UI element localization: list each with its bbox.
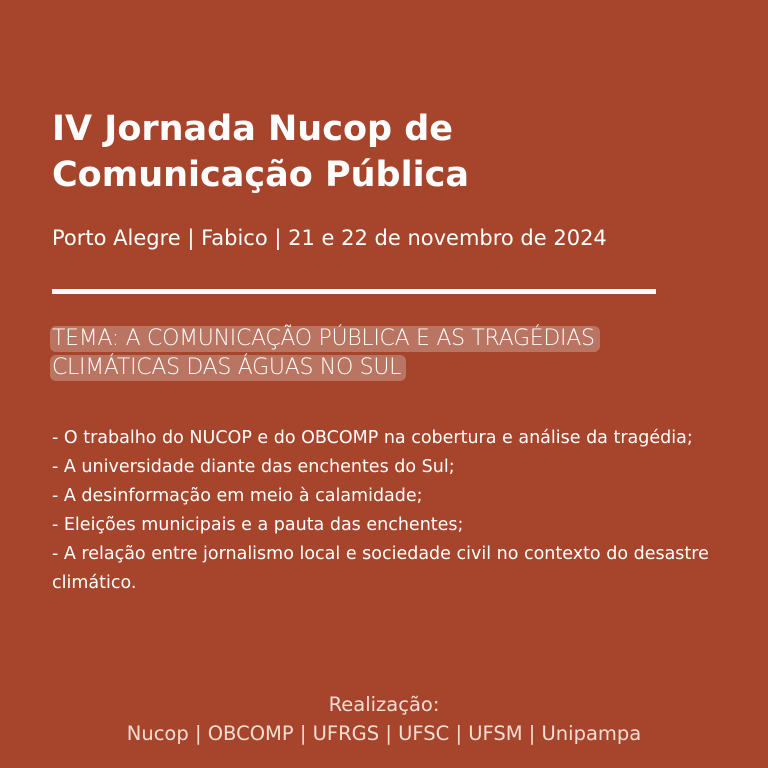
topic-item: - A desinformação em meio à calamidade; — [52, 486, 423, 506]
topic-item: - Eleições municipais e a pauta das enchentes; — [52, 515, 464, 535]
theme-heading — [50, 324, 690, 382]
footer-organizers: Nucop | OBCOMP | UFRGS | UFSC | UFSM | Unipampa — [126, 722, 642, 745]
theme-line-1: TEMA: A COMUNICAÇÃO PÚBLICA E AS TRAGÉDIAS — [50, 326, 600, 352]
topic-list — [52, 424, 712, 598]
topic-item: - A universidade diante das enchentes do Sul; — [52, 457, 455, 477]
footer-label: Realização: — [328, 693, 440, 716]
divider — [52, 289, 656, 294]
event-title-line-2: Comunicação Pública — [52, 155, 469, 195]
topic-item: - A relação entre jornalismo local e sociedade civil no contexto do desastre climático. — [52, 544, 709, 593]
footer — [0, 690, 768, 748]
event-details: Porto Alegre | Fabico | 21 e 22 de novembro de 2024 — [52, 226, 607, 250]
theme-line-2: CLIMÁTICAS DAS ÁGUAS NO SUL — [50, 355, 406, 381]
event-title — [52, 106, 732, 198]
topic-item: - O trabalho do NUCOP e do OBCOMP na cobertura e análise da tragédia; — [52, 428, 693, 448]
event-title-line-1: IV Jornada Nucop de — [52, 109, 454, 149]
